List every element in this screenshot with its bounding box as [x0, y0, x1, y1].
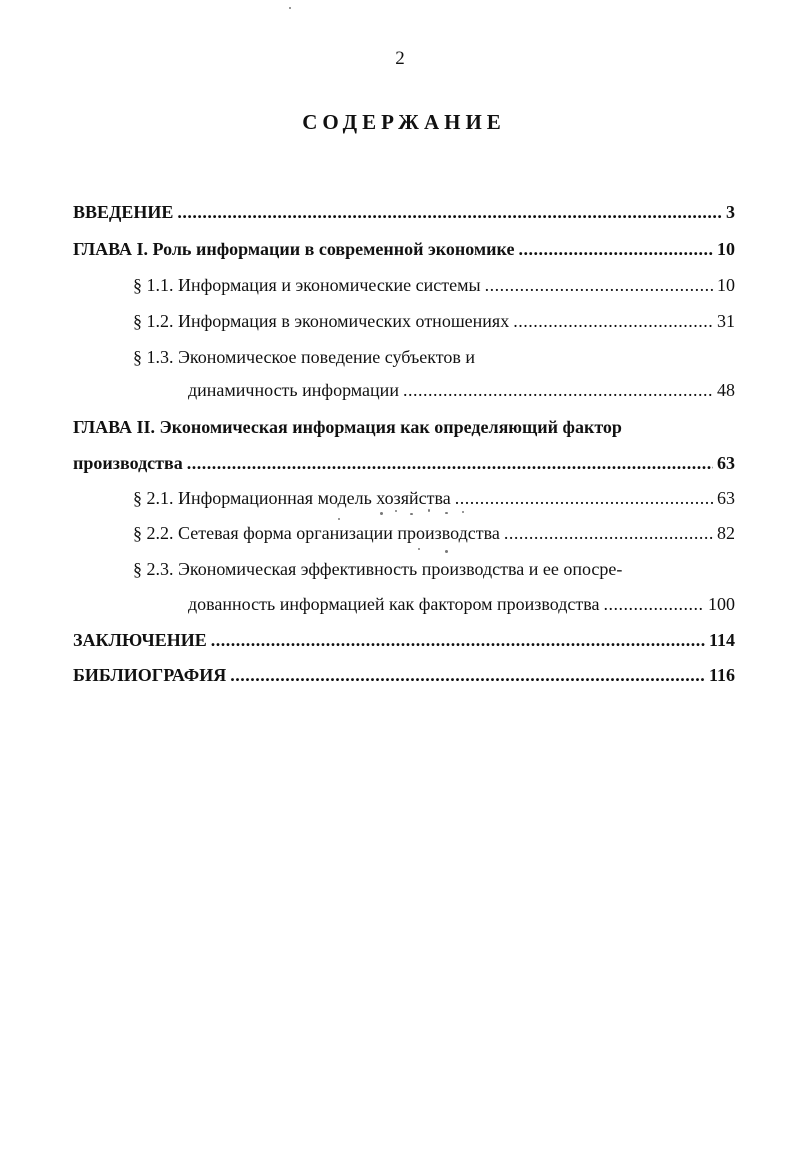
toc-entry-text: ВВЕДЕНИЕ: [73, 202, 174, 222]
toc-entry-section-1-2: [133, 309, 735, 333]
scan-speck: [410, 513, 413, 515]
toc-entry-text: ГЛАВА I. Роль информации в современной экономике: [73, 239, 515, 259]
scan-speck: [428, 509, 430, 512]
toc-entry-introduction: [73, 200, 735, 224]
toc-entry-page: 63: [717, 453, 735, 473]
dot-leader: [455, 486, 713, 510]
toc-entry-text: § 2.2. Сетевая форма организации производства: [133, 523, 500, 543]
toc-entry-text: производства: [73, 453, 183, 473]
toc-entry-text: § 1.3. Экономическое поведение субъектов и: [133, 347, 476, 367]
toc-entry-text: § 2.1. Информационная модель хозяйства: [133, 488, 451, 508]
toc-title: СОДЕРЖАНИЕ: [302, 110, 506, 134]
scan-speck: [338, 518, 340, 520]
dot-leader: [211, 628, 705, 652]
dot-leader: [518, 237, 713, 261]
dot-leader: [187, 451, 713, 475]
scan-speck: [445, 512, 448, 514]
toc-entry-text: БИБЛИОГРАФИЯ: [73, 665, 227, 685]
toc-entry-chapter-2-line-1: [73, 415, 735, 439]
toc-entry-page: 63: [717, 488, 735, 508]
toc-entry-section-1-1: [133, 273, 735, 297]
toc-entry-chapter-2-line-2: [73, 451, 735, 475]
toc-entry-text: § 1.2. Информация в экономических отношениях: [133, 311, 510, 331]
toc-entry-page: 82: [717, 523, 735, 543]
scan-speck: [289, 7, 291, 9]
toc-entry-text: ГЛАВА II. Экономическая информация как определяющий фактор: [73, 417, 622, 437]
scan-speck: [418, 548, 420, 550]
toc-entry-text: § 2.3. Экономическая эффективность производства и ее опосре-: [133, 559, 623, 579]
toc-entry-page: 116: [708, 665, 735, 685]
scan-speck: [395, 510, 397, 512]
dot-leader: [604, 592, 704, 616]
toc-entry-section-2-3-line-1: [133, 557, 735, 581]
toc-entry-page: 114: [708, 630, 735, 650]
dot-leader: [504, 521, 713, 545]
dot-leader: [230, 663, 705, 687]
scan-speck: [462, 511, 464, 513]
toc-entry-page: 48: [717, 380, 735, 400]
toc-entry-text: § 1.1. Информация и экономические системы: [133, 275, 481, 295]
toc-entry-text: динамичность информации: [188, 380, 399, 400]
scan-speck: [445, 550, 448, 553]
toc-entry-page: 10: [717, 275, 735, 295]
toc-entry-page: 3: [726, 202, 735, 222]
toc-entry-chapter-1: [73, 237, 735, 261]
toc-entry-page: 31: [717, 311, 735, 331]
toc-entry-page: 100: [708, 594, 735, 614]
toc-entry-bibliography: [73, 663, 735, 687]
page-number: 2: [395, 48, 405, 69]
dot-leader: [177, 200, 722, 224]
toc-entry-section-2-3-line-2: [188, 592, 735, 616]
dot-leader: [403, 378, 713, 402]
dot-leader: [485, 273, 713, 297]
dot-leader: [513, 309, 713, 333]
scan-speck: [380, 512, 383, 515]
toc-entry-section-2-2: [133, 521, 735, 545]
toc-entry-text: ЗАКЛЮЧЕНИЕ: [73, 630, 207, 650]
toc-entry-section-2-1: [133, 486, 735, 510]
toc-entry-conclusion: [73, 628, 735, 652]
toc-entry-text: дованность информацией как фактором производства: [188, 594, 600, 614]
toc-entry-section-1-3-line-1: [133, 345, 735, 369]
toc-entry-page: 10: [717, 239, 735, 259]
toc-entry-section-1-3-line-2: [188, 378, 735, 402]
